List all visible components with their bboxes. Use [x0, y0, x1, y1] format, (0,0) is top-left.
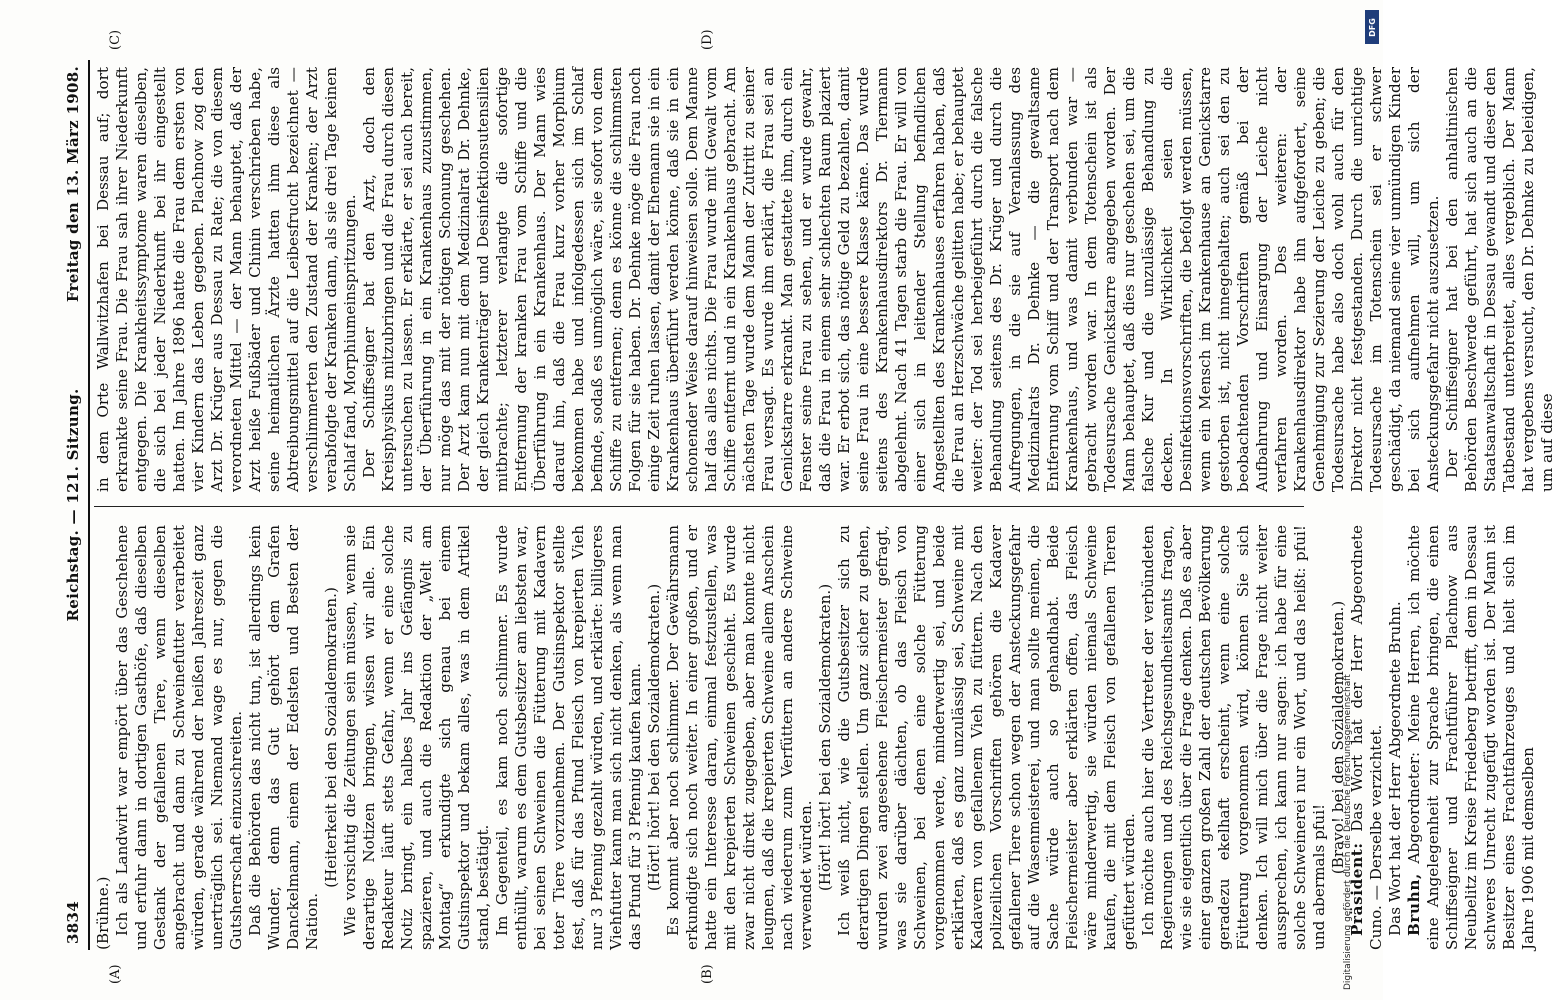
dfg-logo-text: DFG	[1367, 17, 1377, 37]
speaker-name: Präsident:	[1348, 842, 1366, 936]
margin-mark-c: (C)	[108, 29, 123, 50]
paragraph-text: Ich als Landwirt war empört über das Geschehene und erfuhr dann in dortigen Gasthöfe, daß dieselben Gestank der gefallenen Tiere, wenn dieselben angebracht und dann zu Schweinefutter verarbeitet würden, gerade während der heißen Jahreszeit ganz unerträglich sei. Niemand wage es nur, gegen die Gutsherrschaft einzuschreiten.	[113, 525, 245, 950]
paragraph	[322, 525, 341, 950]
digitization-credit: Digitalisierung gefördert durch die Deutsche Forschungsgemeinschaft	[1343, 674, 1353, 990]
paragraph-text: Wie vorsichtig die Zeitungen sein müssen, wenn sie derartige Notizen bringen, wissen wir alle. Ein Redakteur läuft stets Gefahr, wenn er eine solche Notiz bringt, ein halbes Jahr ins Gefängnis zu spazieren, und auch die Redaktion der „Welt am Montag“ erkundigte sich genau bei einem Gutsinspektor und bekam alles, was in dem Artikel stand, bestätigt.	[341, 525, 492, 950]
margin-mark-b: (B)	[700, 964, 715, 984]
margin-mark-d: (D)	[700, 29, 715, 50]
paragraph	[645, 525, 664, 950]
right-column	[94, 67, 1556, 492]
paragraph	[246, 525, 322, 950]
paragraph-text: (Heiterkeit bei den Sozialdemokraten.)	[322, 587, 340, 888]
paragraph-text: (Hört! hört! bei den Sozialdemokraten.)	[816, 583, 834, 892]
paragraph-text: Das Wort hat der Herr Abgeordnete Cuno. — Derselbe verzichtet.	[1348, 525, 1385, 950]
paragraph-text: Es kommt aber noch schlimmer. Der Gewährsmann erkundigte sich noch weiter. In einer großen, und er hatte ein Interesse daran, einmal festzustellen, was mit den krepierten Schweinen geschieht. Es wurde zwar nicht direkt zugegeben, aber man konnte nicht leugnen, daß die krepierten Schweine allem Anschein nach wiederum zum Verfüttern an andere Schweine verwendet würden.	[664, 525, 815, 950]
paragraph	[664, 525, 816, 950]
paragraph	[360, 67, 1443, 492]
paragraph	[1443, 67, 1557, 492]
paragraph	[113, 525, 246, 950]
paragraph	[816, 525, 835, 950]
paragraph	[94, 525, 113, 950]
session-date: Freitag den 13. März 1908.	[64, 66, 82, 303]
paragraph-text: (Hört! hört! bei den Sozialdemokraten.)	[645, 583, 663, 892]
paragraph-text: Der Schiffseigner hat bei den anhaltinischen Behörden Beschwerde geführt, hat sich auch an die Staatsanwaltschaft in Dessau gewandt und dieser den Tatbestand unterbreitet, alles vergeblich. Der Mann hat vergebens versucht, den Dr. Dehnke zu beleidigen, um auf diese	[1443, 67, 1556, 492]
column-divider	[94, 506, 1304, 507]
paragraph	[1405, 525, 1538, 950]
paragraph	[1139, 525, 1329, 950]
paragraph	[341, 525, 493, 950]
paragraph	[94, 67, 360, 492]
paragraph	[835, 525, 1139, 950]
paragraph-text: Abgeordneter: Meine Herren, ich möchte eine Angelegenheit zur Sprache bringen, die einen Schiffseigner und Frachtführer Plachnow aus Neubelitz im Kreise Friedeberg betrifft, dem in Dessau schweres Unrecht zugefügt worden ist. Der Mann ist Besitzer eines Frachtfahrzeuges und hielt sich im Jahre 1906 mit demselben	[1405, 525, 1537, 950]
paragraph	[493, 525, 645, 950]
paragraph-text: in dem Orte Wallwitzhafen bei Dessau auf; dort erkrankte seine Frau. Die Frau sah ihrer Niederkunft entgegen. Die Krankheitssymptome waren dieselben, die sich bei jeder Niederkunft bei ihr eingestellt hatten. Im Jahre 1896 hatte die Frau dem ersten von vier Kindern das Leben gegeben. Plachnow zog den Arzt Dr. Krüger aus Dessau zu Rate; die von diesem verordneten Mittel — der Mann behauptet, daß der Arzt heiße Fußbäder und Chinin verschrieben habe, seine heimatlichen Ärzte hatten ihm diese als Abtreibungsmittel auf die Leibesfrucht bezeichnet — verschlimmerten den Zustand der Kranken; der Arzt verabfolgte der Kranken dann, als sie drei Tage keinen Schlaf fand, Morphiumeinspritzungen.	[94, 67, 359, 492]
paragraph-text: (Bravo! bei den Sozialdemokraten.)	[1329, 600, 1347, 875]
paragraph	[1348, 525, 1386, 950]
speaker-name: Bruhn,	[1405, 873, 1423, 936]
paragraph-text: Im Gegenteil, es kam noch schlimmer. Es wurde enthüllt, warum es dem Gutsbesitzer am liebsten war, bei seinen Schweinen die Fütterung mit Kadavern toter Tiere vorzunehmen. Der Gutsinspektor stellte fest, daß für das Pfund Fleisch von krepierten Vieh nur 3 Pfennig gezahlt würden, und erklärte: billigeres Viehfutter kann man sich nicht denken, als wenn man das Pfund für 3 Pfennig kaufen kann.	[493, 525, 644, 950]
paragraph-text: (Brühne.)	[94, 876, 112, 950]
paragraph	[1386, 525, 1405, 950]
paragraph-text: Der Schiffseigner bat den Arzt, doch den Kreisphysikus mitzubringen und die Frau durch diesen untersuchen zu lassen. Er erklärte, er sei auch bereit, der Überführung in ein Krankenhaus zuzustimmen, nur möge das mit der nötigen Schonung geschehen. Der Arzt kam nun mit dem Medizinalrat Dr. Dehnke, der gleich Krankenträger und Desinfektionsutensilien mitbrachte; letzterer verlangte die sofortige Entfernung der kranken Frau vom Schiffe und die Überführung in ein Krankenhaus. Der Mann wies darauf hin, daß die Frau kurz vorher Morphium bekommen habe und infolgedessen sich im Schlaf befinde, sodaß es unmöglich wäre, sie sofort von dem Schiffe zu entfernen; denn es könne die schlimmsten Folgen für sie haben. Dr. Dehnke möge die Frau noch einige Zeit ruhen lassen, damit der Ehemann sie in ein Krankenhaus überführt werden könne, daß sie in ein schonender Weise darauf hinweisen solle. Dem Manne half das alles nichts. Die Frau wurde mit Gewalt vom Schiffe entfernt und in ein Krankenhaus gebracht. Am nächsten Tage wurde dem Mann der Zutritt zu seiner Frau versagt. Es wurde ihm erklärt, die Frau sei an Genickstarre erkrankt. Man gestattete ihm, durch ein Fenster seine Frau zu sehen, und er wurde gewahr, daß die Frau in einem sehr schlechten Raum plaziert war. Er erbot sich, das nötige Geld zu bezahlen, damit seine Frau in eine bessere Klasse käme. Das wurde seitens des Krankenhausdirektors Dr. Tiermann abgelehnt. Nach 41 Tagen starb die Frau. Er will von einer sich in leitender Stellung befindlichen Angestellten des Krankenhauses erfahren haben, daß die Frau an Herzschwäche gelitten habe; er behauptet weiter: der Tod sei herbeigeführt durch die falsche Behandlung seitens des Dr. Krüger und durch die Aufregungen, in die sie auf Veranlassung des Medizinalrats Dr. Dehnke — die gewaltsame Entfernung vom Schiff und der Transport nach dem Krankenhaus, und was damit verbunden war — gebracht worden war. In dem Totenschein ist als Todesursache Genickstarre angegeben worden. Der Mann behauptet, daß dies nur geschehen sei, um die falsche Kur und die unzulässige Behandlung zu decken. In Wirklichkeit seien die Desinfektionsvorschriften, die befolgt werden müssen, wenn ein Mensch im Krankenhause an Genickstarre gestorben ist, nicht innegehalten; auch sei den zu beobachtenden Vorschriften gemäß bei der Aufbahrung und Einsargung der Leiche nicht verfahren worden. Des weiteren: der Krankenhausdirektor habe ihn aufgefordert, seine Genehmigung zur Sezierung der Leiche zu geben; die Todesursache habe also doch wohl auch für den Direktor nicht festgestanden. Durch die unrichtige Todesursache im Totenschein sei er schwer geschädigt, da niemand seine vier unmündigen Kinder bei sich aufnehmen will, um sich der Ansteckungsgefahr nicht auszusetzen.	[360, 67, 1442, 492]
dfg-logo	[1365, 10, 1379, 44]
margin-mark-a: (A)	[108, 964, 123, 984]
paragraph-text: Das Wort hat der Herr Abgeordnete Bruhn.	[1386, 601, 1404, 936]
session-title: Reichstag. — 121. Sitzung.	[64, 388, 82, 622]
paragraph-text: Daß die Behörden das nicht tun, ist allerdings kein Wunder, denn das Gut gehört dem Grafen Danckelmann, einem der Edelsten und Besten der Nation.	[246, 525, 321, 950]
paragraph-text: Ich weiß nicht, wie die Gutsbesitzer sich zu derartigen Dingen stellen. Um ganz sicher zu gehen, wurden zwei angesehene Fleischermeister gefragt, was sie darüber dächten, ob das Fleisch von Schweinen, bei denen eine solche Fütterung vorgenommen werde, minderwertig sei, und beide erklärten, daß es ganz unzulässig sei, Schweine mit Kadavern von gefallenem Vieh zu füttern. Nach den polizeilichen Vorschriften gehören die Kadaver gefallener Tiere schon wegen der Ansteckungsgefahr auf die Wasenmeisterei, und man sollte meinen, die Sache würde auch so gehandhabt. Beide Fleischermeister aber erklärten offen, das Fleisch wäre minderwertig, sie würden niemals Schweine kaufen, die mit dem Fleisch von gefallenen Tieren gefüttert würden.	[835, 525, 1138, 950]
paragraph-text: Ich möchte auch hier die Vertreter der verbündeten Regierungen und des Reichsgesundheitsamts fragen, wie sie eigentlich über die Frage denken. Daß es aber einer ganzen großen Zahl der deutschen Bevölkerung geradezu ekelhaft erscheint, wenn eine solche Fütterung vorgenommen wird, können Sie sich denken. Ich will mich über die Frage nicht weiter aussprechen, ich kann nur sagen: ich habe für eine solche Schweinerei nur ein Wort, und das heißt: pfui! und abermals pfui!	[1139, 525, 1328, 950]
running-head	[60, 60, 86, 950]
page-number: 3834	[64, 901, 82, 944]
header-rule	[88, 60, 90, 950]
